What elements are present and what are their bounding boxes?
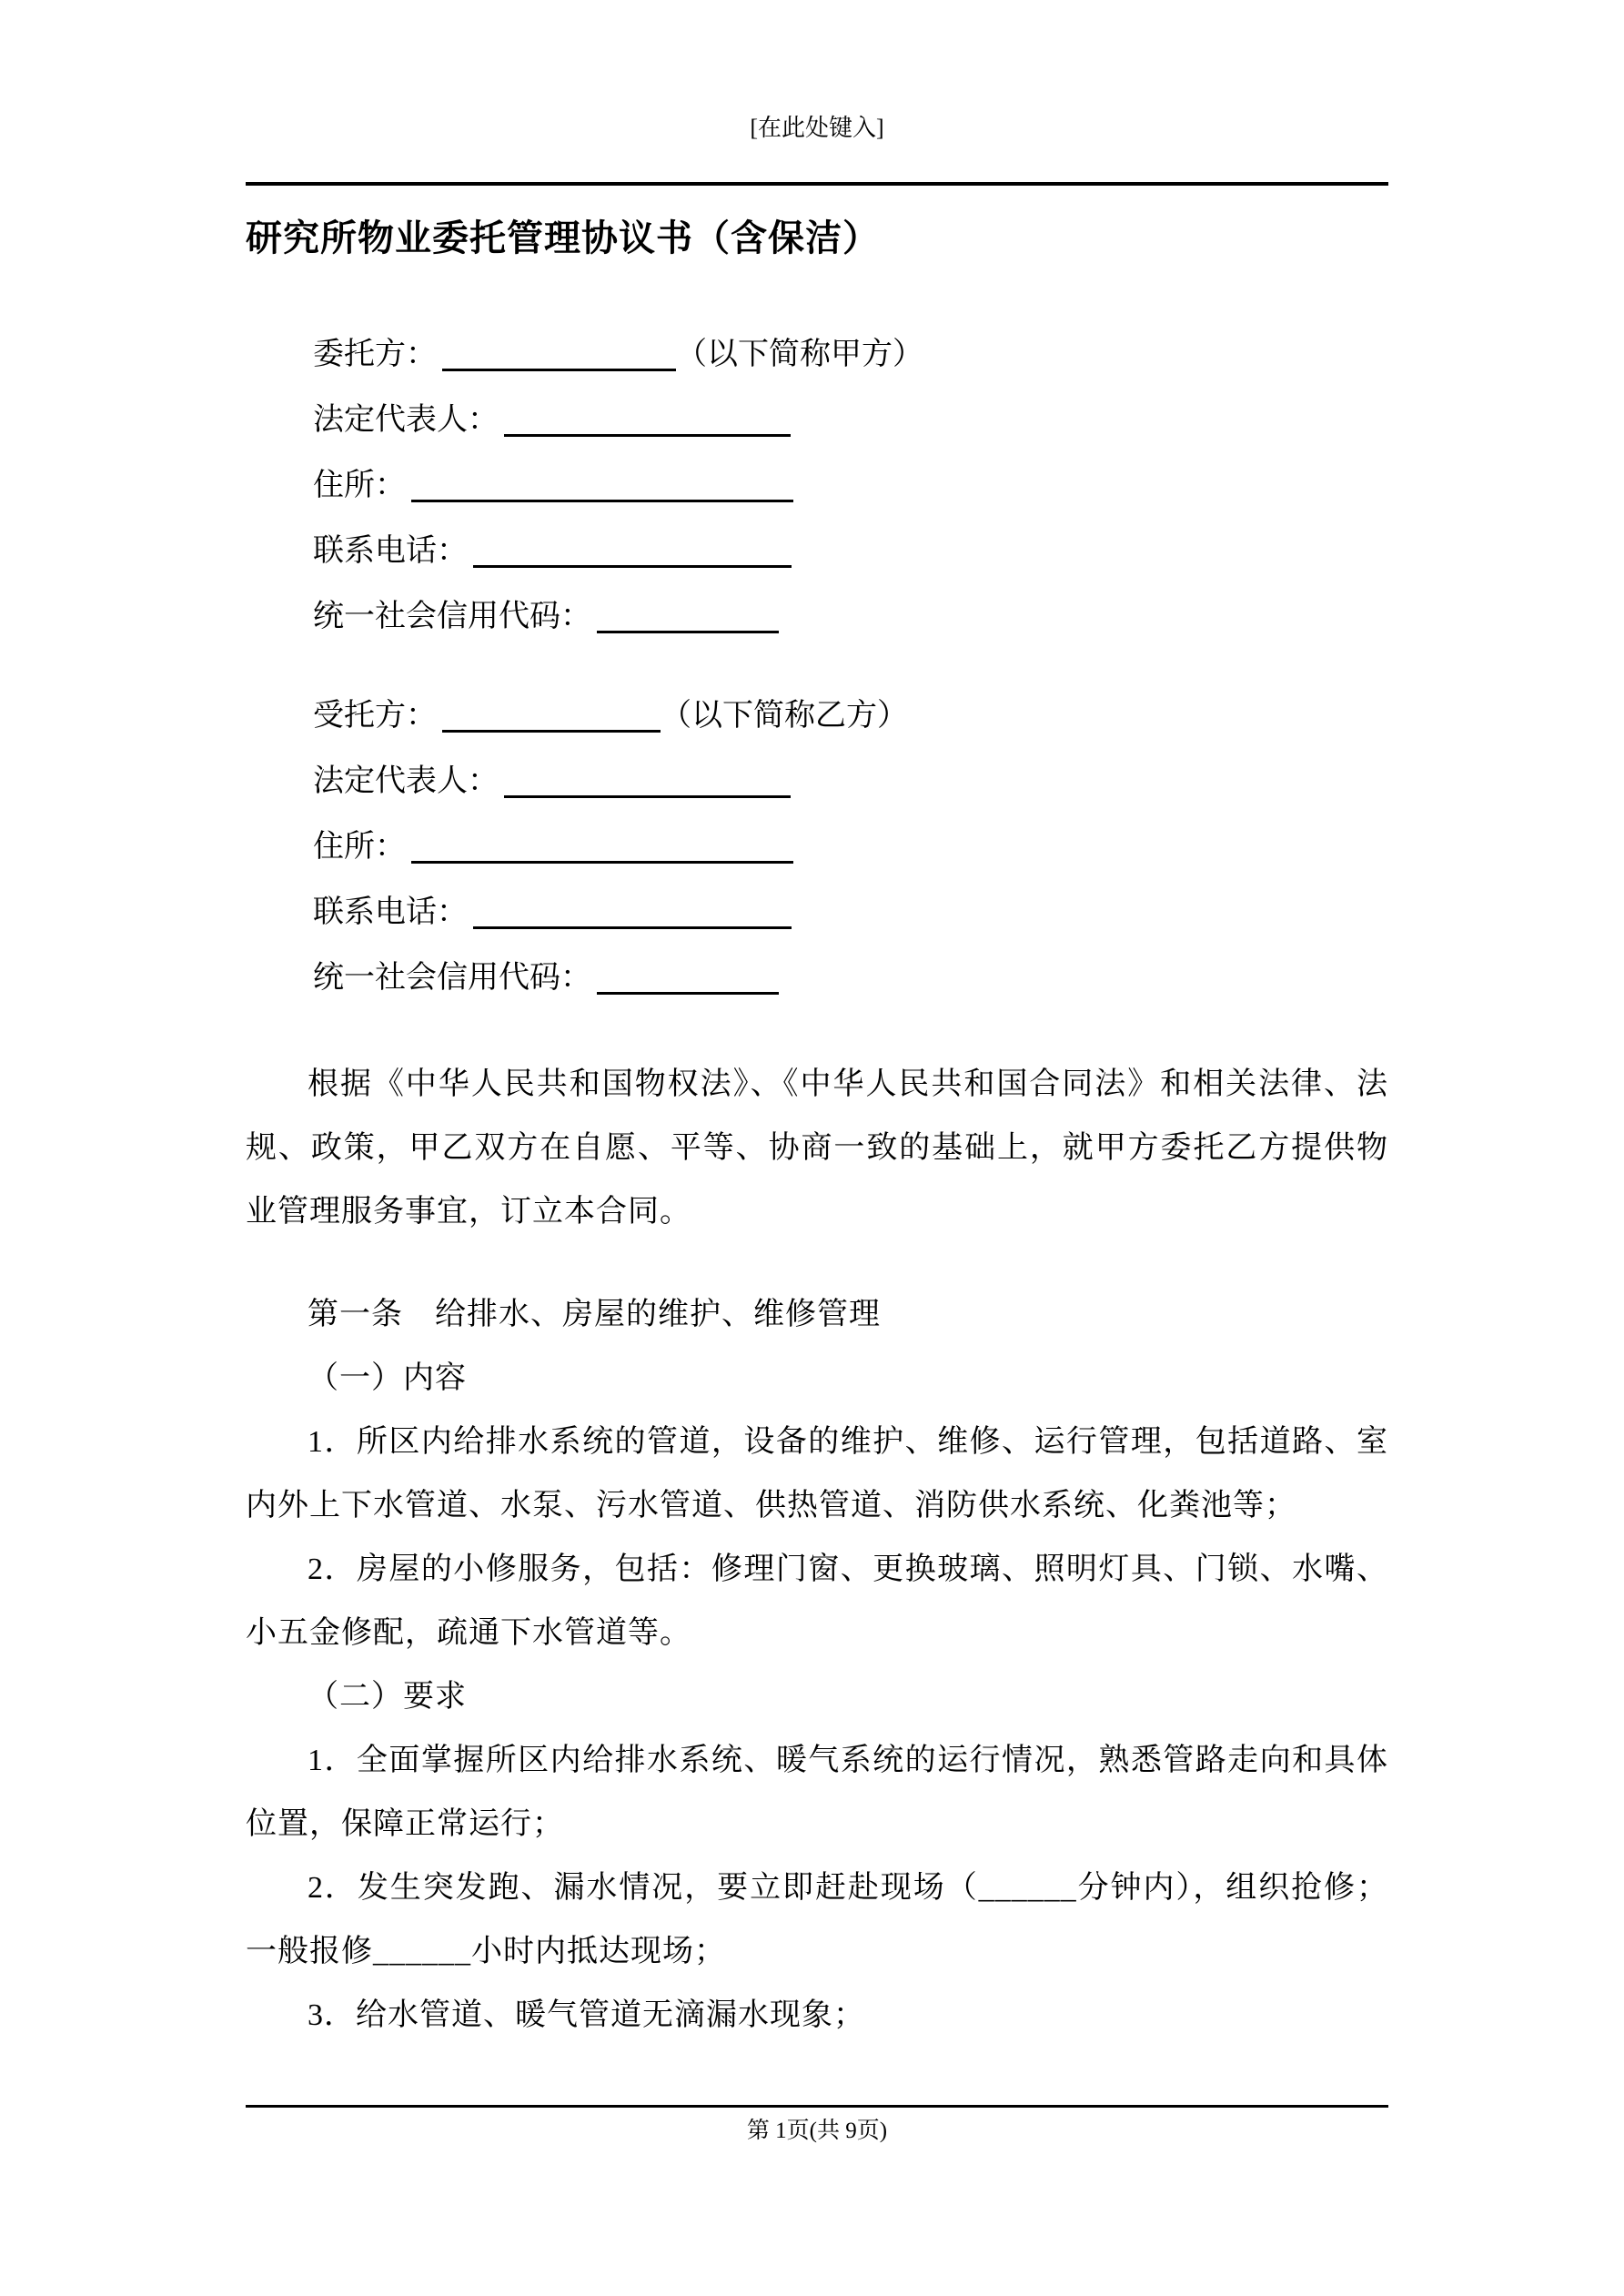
party-row <box>246 388 1388 453</box>
party-row <box>246 519 1388 584</box>
fill-in-blank <box>504 768 791 798</box>
subsection-heading: （二）要求 <box>308 1680 467 1714</box>
party-row <box>246 584 1388 650</box>
party-row-label: 住所： <box>313 830 406 864</box>
party-row-label: 受托方： <box>313 699 437 733</box>
article-1-section <box>246 1283 1388 2048</box>
party-row <box>246 946 1388 1011</box>
contract-clause: 2．房屋的小修服务，包括：修理门窗、更换玻璃、照明灯具、门锁、水嘴、小五金修配，疏通下水管道等。 <box>246 1553 1388 1650</box>
party-row <box>246 880 1388 946</box>
fill-in-blank <box>597 603 779 633</box>
contract-clause: 3．给水管道、暖气管道无滴漏水现象； <box>308 1998 865 2032</box>
party-row-label: 住所： <box>313 469 406 502</box>
party-row <box>246 814 1388 880</box>
header-placeholder: [在此处键入] <box>750 115 884 141</box>
party-row <box>246 322 1388 388</box>
party-row-suffix: （以下简称甲方） <box>676 338 923 371</box>
page-number: 第 1页(共 9页) <box>746 2119 888 2143</box>
fill-in-blank <box>442 703 661 733</box>
contract-clause: 1．所区内给排水系统的管道，设备的维护、维修、运行管理，包括道路、室内外上下水管道、水泵、污水管道、供热管道、消防供水系统、化粪池等； <box>246 1425 1388 1522</box>
party-row-label: 统一社会信用代码： <box>313 600 591 633</box>
fill-in-blank <box>597 965 779 995</box>
party-row-label: 法定代表人： <box>313 764 499 798</box>
fill-in-blank <box>442 341 676 371</box>
party-row-label: 委托方： <box>313 338 437 371</box>
party-row <box>246 453 1388 519</box>
fill-in-blank <box>411 472 793 502</box>
party-row-label: 统一社会信用代码： <box>313 961 591 995</box>
party-row-suffix: （以下简称乙方） <box>661 699 908 733</box>
party-b-block <box>246 683 1388 1011</box>
party-row-label: 联系电话： <box>313 534 468 568</box>
party-row <box>246 683 1388 749</box>
fill-in-blank <box>411 834 793 864</box>
article-heading: 第一条 给排水、房屋的维护、维修管理 <box>308 1298 881 1331</box>
fill-in-blank <box>504 407 791 437</box>
party-a-block <box>246 322 1388 650</box>
contract-clause: 1．全面掌握所区内给排水系统、暖气系统的运行情况，熟悉管路走向和具体位置，保障正常运行； <box>246 1744 1388 1841</box>
subsection-heading: （一）内容 <box>308 1361 467 1395</box>
footer-rule <box>246 2105 1388 2108</box>
intro-paragraph: 根据《中华人民共和国物权法》、《中华人民共和国合同法》和相关法律、法规、政策，甲乙双方在自愿、平等、协商一致的基础上，就甲方委托乙方提供物业管理服务事宜，订立本合同。 <box>246 1067 1388 1229</box>
party-row-label: 法定代表人： <box>313 403 499 437</box>
document-title: 研究所物业委托管理协议书（含保洁） <box>246 217 880 258</box>
document-body <box>246 0 1388 2048</box>
contract-clause: 2．发生突发跑、漏水情况，要立即赶赴现场（______分钟内），组织抢修；一般报修______小时内抵达现场； <box>246 1871 1388 1968</box>
party-row <box>246 749 1388 814</box>
party-row-label: 联系电话： <box>313 895 468 929</box>
fill-in-blank <box>473 899 792 929</box>
fill-in-blank <box>473 538 792 568</box>
